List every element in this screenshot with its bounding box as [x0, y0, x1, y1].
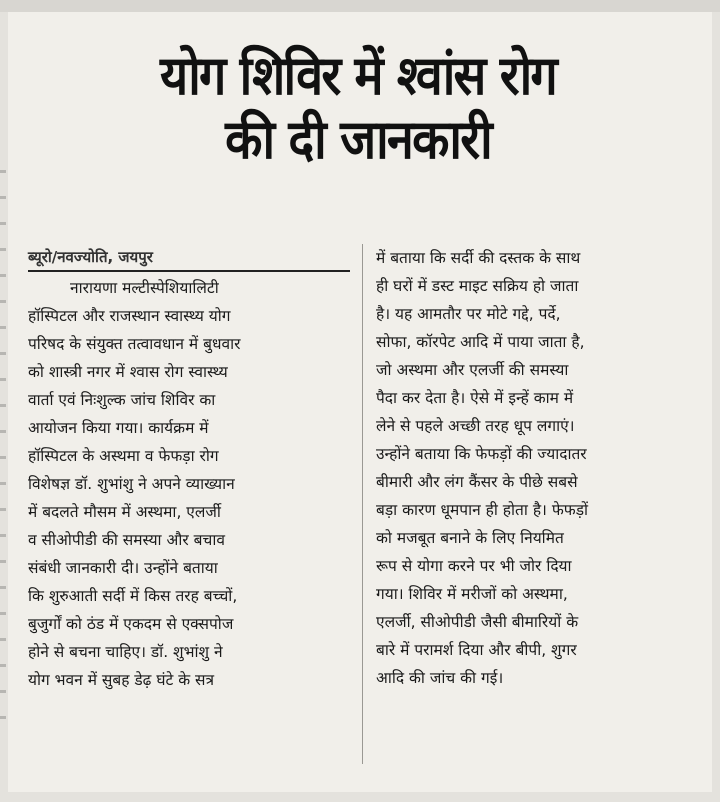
body-line: को शास्त्री नगर में श्वास रोग स्वास्थ्य [28, 363, 228, 381]
headline-line-1: योग शिविर में श्वांस रोग [160, 44, 556, 107]
body-line: बुजुर्गों को ठंड में एकदम से एक्सपोज [28, 615, 234, 633]
body-line: व सीओपीडी की समस्या और बचाव [28, 531, 225, 549]
body-line: ही घरों में डस्ट माइट सक्रिय हो जाता [376, 277, 579, 295]
body-line: बारे में परामर्श दिया और बीपी, शुगर [376, 641, 577, 659]
body-line: परिषद के संयुक्त तत्वावधान में बुधवार [28, 335, 241, 353]
body-line: एलर्जी, सीओपीडी जैसी बीमारियों के [376, 613, 579, 631]
body-line: रूप से योगा करने पर भी जोर दिया [376, 557, 572, 575]
column-divider [362, 244, 363, 764]
body-line: पैदा कर देता है। ऐसे में इन्हें काम में [376, 389, 574, 407]
headline [52, 44, 664, 172]
body-line: लेने से पहले अच्छी तरह धूप लगाएं। [376, 417, 575, 435]
body-line: हॉस्पिटल के अस्थमा व फेफड़ा रोग [28, 447, 219, 465]
body-line: में बताया कि सर्दी की दस्तक के साथ [376, 249, 581, 267]
body-line: को मजबूत बनाने के लिए नियमित [376, 529, 564, 547]
body-line: सोफा, कॉरपेट आदि में पाया जाता है, [376, 333, 585, 351]
article-column-left [28, 244, 350, 694]
body-line: आयोजन किया गया। कार्यक्रम में [28, 419, 209, 437]
body-line: आदि की जांच की गई। [376, 669, 504, 687]
body-line: में बदलते मौसम में अस्थमा, एलर्जी [28, 503, 221, 521]
body-line: बीमारी और लंग कैंसर के पीछे सबसे [376, 473, 578, 491]
body-line: हॉस्पिटल और राजस्थान स्वास्थ्य योग [28, 307, 231, 325]
body-line: कि शुरुआती सर्दी में किस तरह बच्चों, [28, 587, 238, 605]
headline-line-2: की दी जानकारी [225, 108, 491, 171]
byline: ब्यूरो/नवज्योति, जयपुर [28, 244, 350, 272]
body-line: विशेषज्ञ डॉ. शुभांशु ने अपने व्याख्यान [28, 475, 235, 493]
body-line: नारायणा मल्टीस्पेशियालिटी [70, 279, 219, 297]
body-line: जो अस्थमा और एलर्जी की समस्या [376, 361, 569, 379]
adjacent-column-edge [0, 170, 6, 730]
body-line: योग भवन में सुबह डेढ़ घंटे के सत्र [28, 671, 215, 689]
body-line: बड़ा कारण धूमपान ही होता है। फेफड़ों [376, 501, 589, 519]
page-top-strip [0, 0, 720, 12]
body-line: संबंधी जानकारी दी। उन्होंने बताया [28, 559, 218, 577]
body-line: गया। शिविर में मरीजों को अस्थमा, [376, 585, 568, 603]
body-line: है। यह आमतौर पर मोटे गद्दे, पर्दे, [376, 305, 561, 323]
body-line: होने से बचना चाहिए। डॉ. शुभांशु ने [28, 643, 223, 661]
body-line: उन्होंने बताया कि फेफड़ों की ज्यादातर [376, 445, 587, 463]
body-line: वार्ता एवं निःशुल्क जांच शिविर का [28, 391, 216, 409]
article-column-right [376, 244, 696, 692]
